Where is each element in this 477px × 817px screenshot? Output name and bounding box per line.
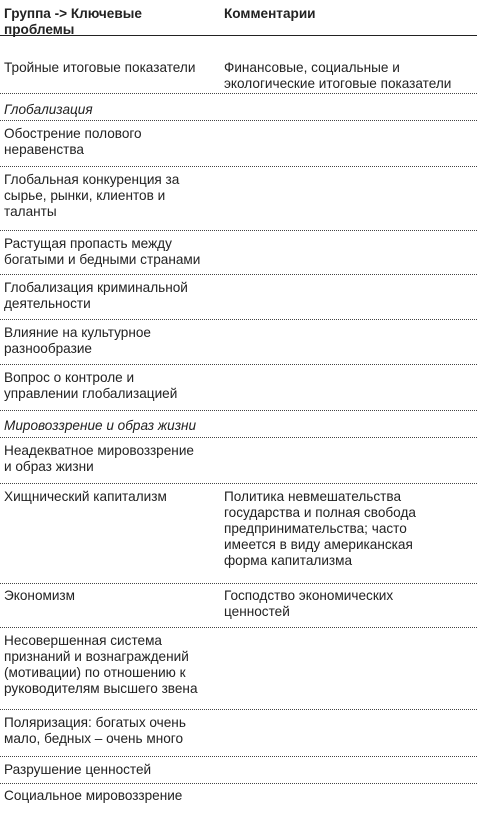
table-row bbox=[0, 630, 477, 710]
problem-cell bbox=[4, 443, 222, 483]
problem-cell bbox=[4, 715, 222, 756]
cell-text: богатыми и бедными странами bbox=[4, 252, 201, 267]
cell-text: Глобализация криминальной bbox=[4, 280, 188, 295]
problem-cell bbox=[4, 370, 222, 410]
comment-cell bbox=[222, 788, 474, 812]
cell-text: таланты bbox=[4, 204, 57, 219]
problem-cell bbox=[4, 489, 222, 583]
table-row bbox=[0, 712, 477, 757]
cell-text: Растущая пропасть между bbox=[4, 236, 172, 251]
cell-text: Разрушение ценностей bbox=[4, 762, 152, 777]
problem-cell bbox=[4, 762, 222, 783]
cell-text: сырье, рынки, клиентов и bbox=[4, 188, 166, 203]
cell-text: имеется в виду американская bbox=[224, 537, 413, 552]
table-row bbox=[0, 169, 477, 231]
cell-text: признаний и вознаграждений bbox=[4, 649, 189, 664]
table-row bbox=[0, 123, 477, 167]
cell-text: Социальное мировоззрение bbox=[4, 788, 183, 803]
cell-text: Неадекватное мировоззрение bbox=[4, 443, 194, 458]
problem-cell bbox=[4, 172, 222, 230]
cell-text: разнообразие bbox=[4, 341, 92, 356]
cell-text: Экономизм bbox=[4, 588, 76, 603]
comment-cell bbox=[222, 370, 474, 410]
group-name bbox=[4, 418, 464, 437]
table-row bbox=[0, 367, 477, 411]
cell-text: Финансовые, социальные и bbox=[224, 60, 400, 75]
problem-cell bbox=[4, 788, 222, 812]
group-heading-row bbox=[0, 97, 477, 121]
header-comments bbox=[222, 6, 474, 32]
comment-cell bbox=[222, 280, 474, 319]
table-row bbox=[0, 585, 477, 628]
table-row bbox=[0, 322, 477, 365]
cell-text: государства и полная свобода bbox=[224, 505, 416, 520]
comment-cell bbox=[222, 443, 474, 483]
problem-cell bbox=[4, 126, 222, 166]
cell-text: (мотивации) по отношению к bbox=[4, 665, 186, 680]
comment-cell bbox=[222, 236, 474, 274]
cell-text: Обострение полового bbox=[4, 126, 142, 141]
header-text: Комментарии bbox=[224, 6, 316, 21]
cell-text: форма капитализма bbox=[224, 553, 353, 568]
cell-text: мало, бедных – очень много bbox=[4, 731, 184, 746]
cell-text: Господство экономических bbox=[224, 588, 394, 603]
cell-text: Тройные итоговые показатели bbox=[4, 60, 196, 75]
comment-cell bbox=[222, 172, 474, 230]
comment-cell bbox=[222, 126, 474, 166]
cell-text: Поляризация: богатых очень bbox=[4, 715, 186, 730]
cell-text: Глобализация bbox=[4, 102, 93, 117]
cell-text: управлении глобализацией bbox=[4, 386, 178, 401]
cell-text: предпринимательства; часто bbox=[224, 521, 407, 536]
header-text: Группа -> Ключевые bbox=[4, 6, 142, 21]
cell-text: ценностей bbox=[224, 604, 290, 619]
table-header bbox=[0, 0, 477, 36]
problem-cell bbox=[4, 588, 222, 627]
table-row bbox=[0, 57, 477, 94]
problem-cell bbox=[4, 633, 222, 709]
cell-text: экологические итоговые показатели bbox=[224, 76, 452, 91]
cell-text: неравенства bbox=[4, 142, 84, 157]
comment-cell bbox=[222, 325, 474, 364]
cell-text: Глобальная конкуренция за bbox=[4, 172, 180, 187]
header-text: проблемы bbox=[4, 22, 75, 37]
cell-text: Несовершенная система bbox=[4, 633, 162, 648]
comment-cell bbox=[222, 633, 474, 709]
cell-text: Мировоззрение и образ жизни bbox=[4, 418, 197, 433]
cell-text: Влияние на культурное bbox=[4, 325, 151, 340]
comment-cell bbox=[222, 489, 474, 583]
table-row bbox=[0, 277, 477, 320]
table-row bbox=[0, 233, 477, 275]
problem-cell bbox=[4, 236, 222, 274]
cell-text: и образ жизни bbox=[4, 459, 94, 474]
table-row bbox=[0, 785, 477, 812]
table-row bbox=[0, 486, 477, 584]
cell-text: Хищнический капитализм bbox=[4, 489, 167, 504]
problem-cell bbox=[4, 280, 222, 319]
comment-cell bbox=[222, 60, 474, 93]
problem-cell bbox=[4, 60, 222, 93]
header-group-problems bbox=[4, 6, 222, 37]
comment-cell bbox=[222, 715, 474, 756]
comment-cell bbox=[222, 762, 474, 783]
cell-text: руководителям высшего звена bbox=[4, 681, 198, 696]
comment-cell bbox=[222, 588, 474, 627]
cell-text: Политика невмешательства bbox=[224, 489, 402, 504]
table-row bbox=[0, 440, 477, 484]
group-heading-row bbox=[0, 413, 477, 438]
cell-text: Вопрос о контроле и bbox=[4, 370, 135, 385]
problem-cell bbox=[4, 325, 222, 364]
group-name bbox=[4, 102, 464, 120]
cell-text: деятельности bbox=[4, 296, 91, 311]
table-row bbox=[0, 759, 477, 784]
